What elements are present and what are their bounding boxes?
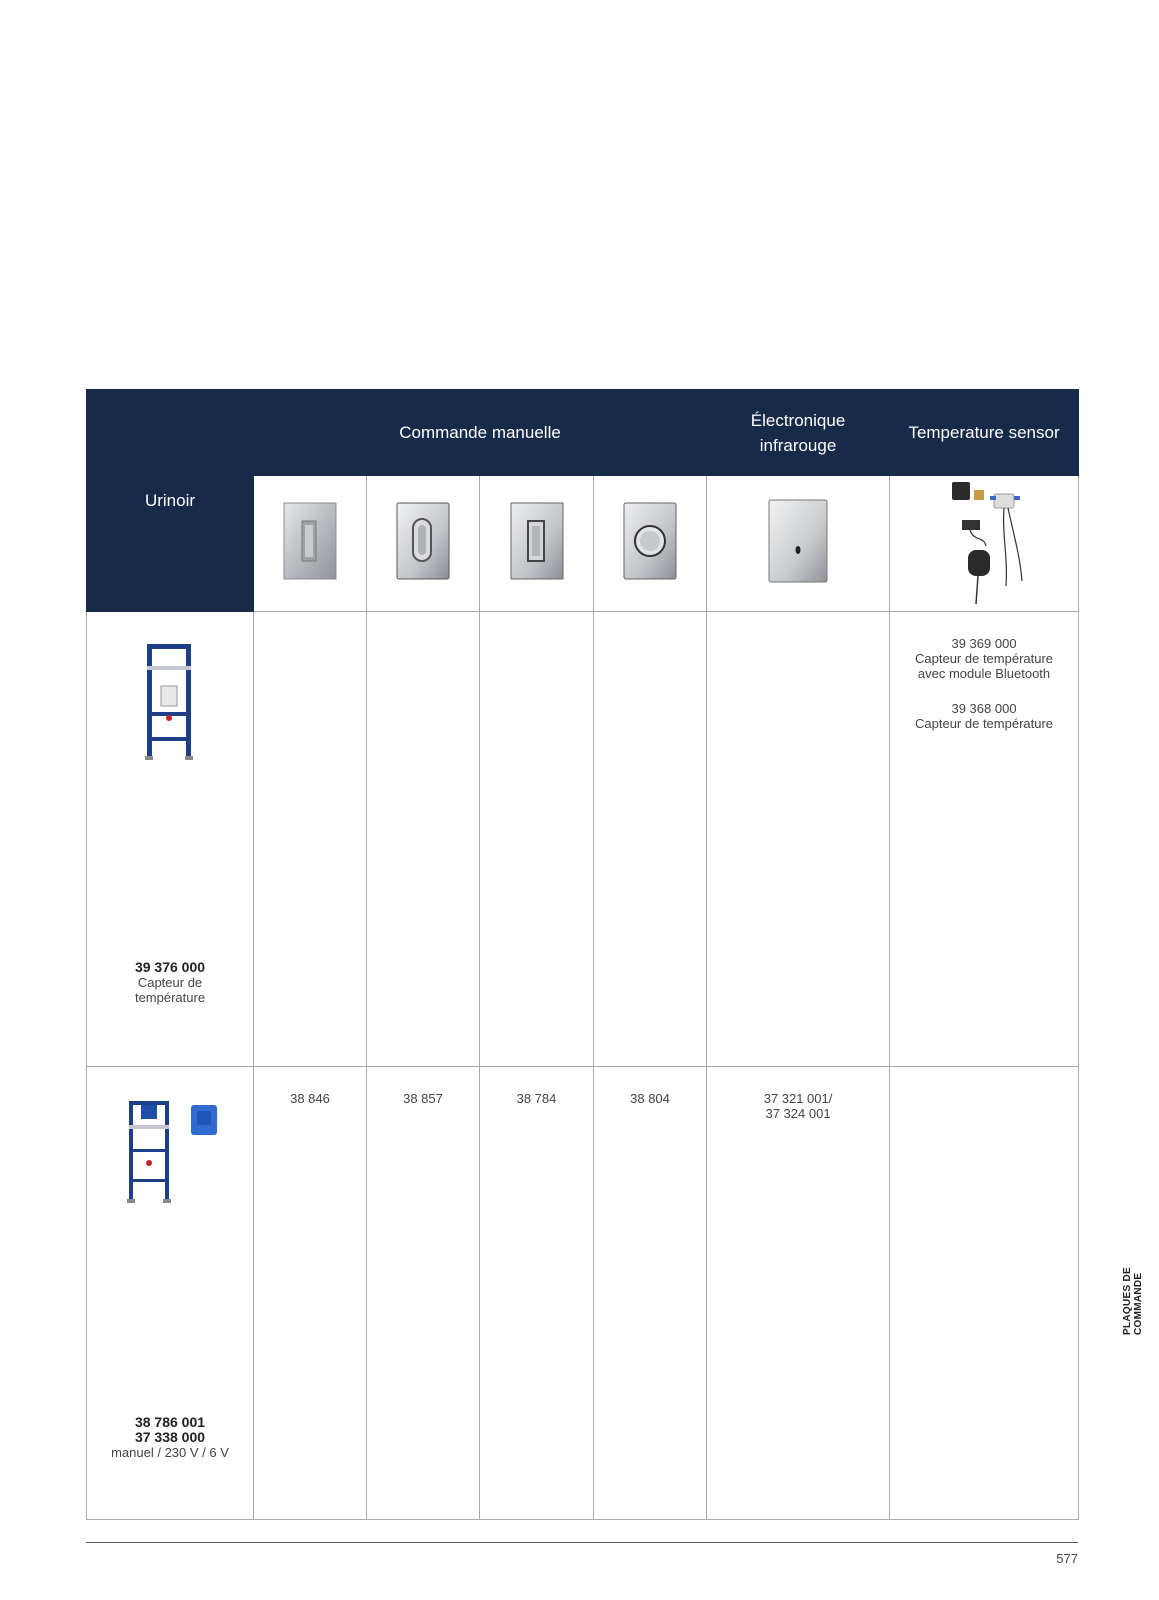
electronic-code-line2: 37 324 001 (765, 1106, 831, 1121)
urinoir-sensor-code: 39 376 000 (134, 959, 206, 975)
urinoir-sensor-desc-line2: température (134, 990, 206, 1005)
manual-code-1: 38 846 (290, 1091, 330, 1106)
flush-plate-arena-image (395, 501, 451, 581)
empty-cell (707, 612, 890, 1067)
temperature-codes-cell (890, 612, 1079, 1067)
empty-cell (367, 612, 480, 1067)
infrared-flush-plate-image (767, 498, 829, 584)
flush-plate-skate-image (509, 501, 565, 581)
empty-cell (254, 612, 367, 1067)
flush-plate-cube-image (282, 501, 338, 581)
electronic-code-cell (707, 1067, 890, 1520)
header-temperature-label: Temperature sensor (908, 423, 1060, 442)
product-compatibility-table (86, 389, 1079, 1520)
urinoir-manual-code-1: 38 786 001 (134, 1414, 206, 1430)
side-label-line1: PLAQUES DE (1122, 1266, 1133, 1335)
plate-image-cell-temperature (890, 476, 1079, 612)
urinal-frame-image (143, 642, 195, 762)
urinoir-cell-sensor (87, 612, 254, 1067)
temp-desc-1-line1: Capteur de température (915, 651, 1054, 666)
temperature-sensor-kit-image (934, 476, 1034, 606)
table-row-sensor (87, 612, 1079, 1067)
manual-code-2: 38 857 (403, 1091, 443, 1106)
empty-cell (480, 612, 594, 1067)
manual-code-cell-2 (367, 1067, 480, 1520)
empty-cell (890, 1067, 1079, 1520)
header-electronic (707, 390, 890, 476)
side-label-line2: COMMANDE (1133, 1272, 1144, 1335)
urinoir-sensor-desc-line1: Capteur de (137, 975, 203, 990)
plate-image-cell-electronic (707, 476, 890, 612)
temp-desc-2: Capteur de température (915, 716, 1054, 731)
header-temperature (890, 390, 1079, 476)
temp-code-2: 39 368 000 (951, 701, 1017, 716)
urinoir-manual-desc: manuel / 230 V / 6 V (111, 1445, 229, 1460)
plate-image-cell-4 (594, 476, 707, 612)
plate-image-cell-3 (480, 476, 594, 612)
temp-desc-1-line2: avec module Bluetooth (917, 666, 1051, 681)
header-manual-label: Commande manuelle (399, 423, 561, 442)
section-side-label (1122, 1267, 1144, 1335)
electronic-code-line1: 37 321 001/ (763, 1091, 833, 1106)
manual-code-4: 38 804 (630, 1091, 670, 1106)
urinoir-manual-code-2: 37 338 000 (134, 1429, 206, 1445)
urinal-frame-manual-image (125, 1099, 225, 1207)
header-electronic-line1: Électronique (750, 410, 846, 430)
footer-divider (86, 1542, 1078, 1543)
urinoir-cell-manual (87, 1067, 254, 1520)
manual-code-3: 38 784 (516, 1091, 557, 1106)
flush-plate-nova-image (622, 501, 678, 581)
header-urinoir (87, 390, 254, 612)
header-electronic-line2: infrarouge (759, 435, 837, 455)
plate-image-cell-2 (367, 476, 480, 612)
empty-cell (594, 612, 707, 1067)
temp-code-1: 39 369 000 (951, 636, 1017, 651)
header-manual (254, 390, 707, 476)
page-number: 577 (1056, 1551, 1078, 1566)
plate-image-cell-1 (254, 476, 367, 612)
manual-code-cell-4 (594, 1067, 707, 1520)
manual-code-cell-3 (480, 1067, 594, 1520)
header-urinoir-label: Urinoir (144, 491, 196, 510)
manual-code-cell-1 (254, 1067, 367, 1520)
table-row-manual (87, 1067, 1079, 1520)
